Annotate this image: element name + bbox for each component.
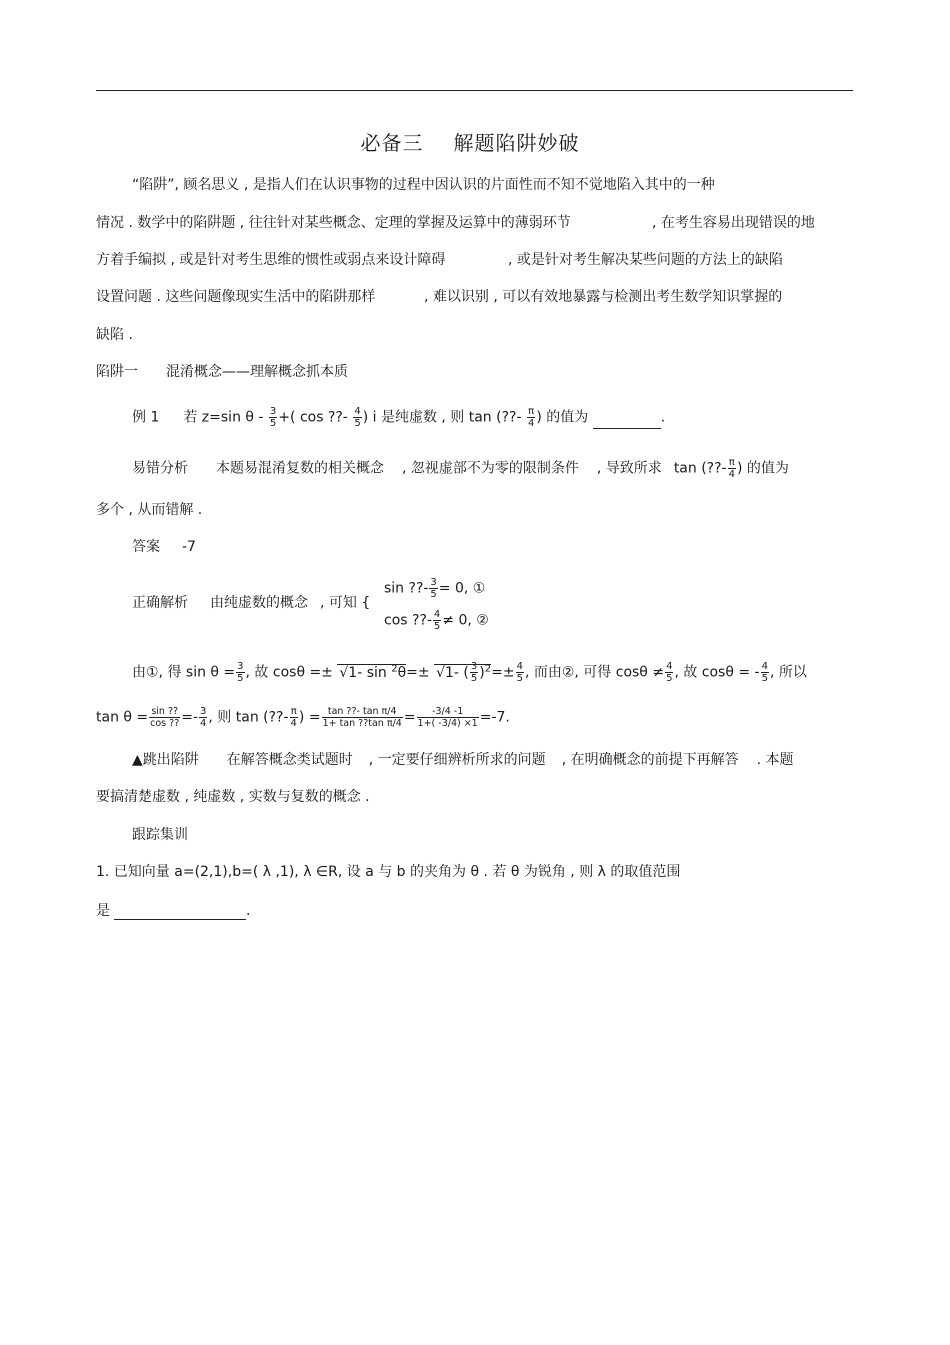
error-analysis-label: 易错分析 (132, 460, 188, 477)
example-text-3: ) i 是纯虚数 , 则 tan (??- (362, 409, 522, 426)
error-analysis (132, 457, 789, 480)
solution-label: 正确解析 (132, 595, 188, 611)
fraction-4-5: $\frac{4}{5}$ (354, 406, 361, 429)
error-analysis-text-4: tan (??- (673, 460, 727, 477)
intro-line-4a: 设置问题 . 这些问题像现实生活中的陷阱那样 (96, 289, 376, 305)
solution-text-1: 由纯虚数的概念 (210, 595, 308, 611)
jump-out: ▲跳出陷阱 在解答概念类试题时 , 一定要仔细辨析所求的问题 , 在明确概念的前提下再解答 . 本题 (132, 752, 794, 768)
intro-line-2a: 情况 . 数学中的陷阱题 , 往往针对某些概念、定理的掌握及运算中的薄弱环节 (96, 215, 571, 231)
intro-line-3b: , 或是针对考生解决某些问题的方法上的缺陷 (508, 252, 783, 268)
intro-line-4b: , 难以识别 , 可以有效地暴露与检测出考生数学知识掌握的 (424, 289, 783, 305)
solution-text-2: , 可知 { (320, 595, 371, 611)
derivation-line-2: tan θ = $\frac{\sin ??}{\cos ??}$ =- $\frac{3}{4}$ , 则 tan (??- $\frac{\pi}{4}$ ) = $\frac{\text{tan ??- tan π/4}}{\text{1+ tan ??tan π/4}}$ = $\frac{-3/4 -1}{1+( -3/4) \times 1}$ =-7. (96, 706, 510, 729)
title-main: 必备三 (360, 131, 424, 155)
system-row-1: sin ??- $\frac{3}{5}$ = 0, ① (384, 577, 486, 600)
follow-up-heading: 跟踪集训 (132, 827, 188, 843)
answer (132, 538, 196, 556)
trap1-heading (96, 363, 348, 381)
example-label: 例 1 (132, 409, 160, 426)
title-sub: 解题陷阱妙破 (453, 131, 580, 155)
sqrt-1: √1- sin $^2$θ (339, 663, 407, 681)
intro-line-5: 缺陷 . (96, 327, 133, 343)
fraction-pi-4-b: $\frac{\pi}{4}$ (728, 457, 735, 480)
sqrt-2: √1- ( $\frac{3}{5}$ )$^2$ (436, 661, 492, 685)
page-title (0, 127, 940, 156)
trap1-label: 陷阱一 (96, 364, 138, 380)
trap1-text: 混淆概念——理解概念抓本质 (166, 364, 348, 380)
fraction-pi-4: $\frac{\pi}{4}$ (527, 406, 535, 429)
error-analysis-text-3: , 导致所求 (596, 460, 662, 477)
example-text-1: 若 z=sin θ - (183, 409, 264, 426)
error-analysis-text-5: ) 的值为 (736, 460, 789, 477)
question-1-line-1: 1. 已知向量 a=(2,1),b=( λ ,1), λ ∈R, 设 a 与 b 的夹角为 θ . 若 θ 为锐角 , 则 λ 的取值范围 (96, 864, 681, 880)
fraction-3-5: $\frac{3}{5}$ (269, 406, 277, 429)
example-1 (132, 406, 665, 429)
error-analysis-text-2: , 忽视虚部不为零的限制条件 (402, 460, 579, 477)
error-analysis-text-1: 本题易混淆复数的相关概念 (216, 460, 384, 477)
intro-line-3a: 方着手编拟 , 或是针对考生思维的惯性或弱点来设计障碍 (96, 252, 446, 268)
header-rule (96, 90, 853, 91)
answer-blank (593, 414, 661, 429)
jump-out-line-2: 要搞清楚虚数 , 纯虚数 , 实数与复数的概念 . (96, 789, 370, 805)
intro-line-2b: , 在考生容易出现错误的地 (652, 215, 815, 231)
derivation-line-1: 由①, 得 sin θ = $\frac{3}{5}$ , 故 cosθ =± √1- sin $^2$θ=± √1- ( $\frac{3}{5}$ )$^2$=± $\frac{4}{5}$ , 而由②, 可得 cosθ ≠ $\frac{4}{5}$ , 故 cosθ = - $\frac{4}{5}$ , 所以 (132, 661, 807, 685)
example-text-2: +( cos ??- (278, 409, 348, 426)
example-text-4: ) 的值为 (536, 409, 589, 426)
answer-label: 答案 (132, 539, 160, 555)
answer-value: -7 (182, 539, 196, 555)
example-period: . (660, 409, 666, 426)
system-row-2: cos ??- $\frac{4}{5}$ ≠ 0, ② (384, 609, 489, 632)
question-1-blank (114, 905, 246, 920)
error-analysis-line-2: 多个 , 从而错解 . (96, 502, 203, 518)
intro-line-1: “陷阱”, 顾名思义 , 是指人们在认识事物的过程中因认识的片面性而不知不觉地陷入其中的一种 (132, 177, 715, 193)
question-1-line-2: 是 . (96, 903, 251, 919)
solution (132, 594, 370, 612)
jump-out-label: ▲跳出陷阱 (132, 752, 199, 768)
